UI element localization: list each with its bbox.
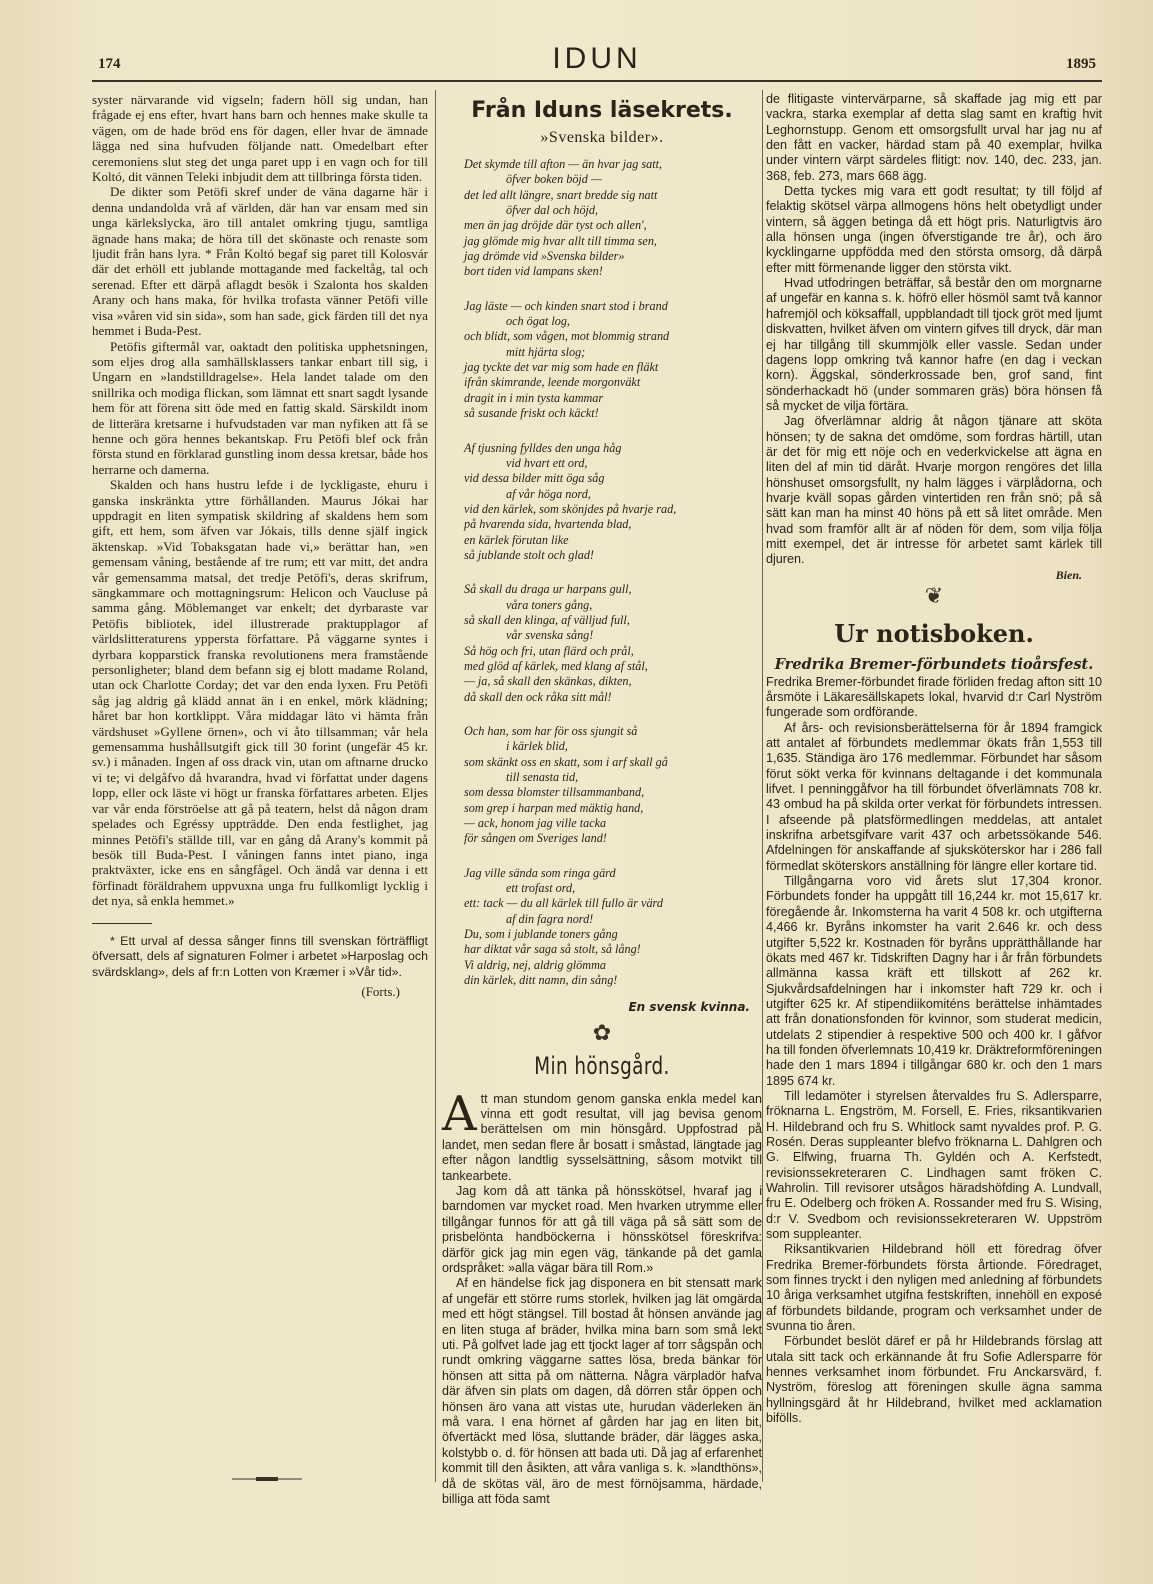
footnote — [92, 934, 428, 981]
masthead-title: IDUN — [552, 42, 642, 75]
poem — [442, 157, 762, 989]
poem-line: som grep i harpan med mäktig hand, — [464, 800, 644, 815]
article-continuation — [766, 92, 1102, 568]
poem-line: på hvarenda sida, hvartenda blad, — [464, 517, 632, 532]
poem-line: Och han, som har för oss sjungit så — [464, 724, 638, 738]
poem-line: jag glömde mig hvar allt till timma sen, — [464, 233, 657, 248]
poem-line: som skänkt oss en skatt, som i arf skall gå — [464, 754, 668, 769]
poem-line: Så hög och fri, utan flärd och prål, — [464, 643, 634, 658]
poem-stanza — [464, 582, 762, 705]
poem-line: så susande friskt och käckt! — [464, 406, 599, 421]
poem-line: som dessa blomster tillsammanband, — [464, 785, 645, 800]
footnote-text: * Ett urval af dessa sånger finns till svenskan förträffligt öfversatt, dels af signaturen Folmer i arbetet »Harposlag och svärdsklang», dels af fr:n Lotten von Kræmer i »Vår tid». — [92, 933, 428, 979]
poem-line: Så skall du draga ur harpans gull, — [464, 582, 632, 597]
poem-line: dragit in i min tysta kammar — [464, 390, 604, 405]
poem-title: »Svenska bilder». — [540, 129, 664, 146]
poem-line: jag tyckte det var mig som hade en fläkt — [464, 360, 659, 375]
paragraph: Af en händelse fick jag disponera en bit stensatt mark af ungefär ett större rums storlek, hvilken jag lät omgärda med ett högt stängsel. Till bostad åt hönsen använde jag en liten stuga af bräder, hvilka mina barn som små lekt uti. På golfvet lade jag ett tjockt lager af torr sågspån och rundt omkring väggarne sattes lösa, breda bänkar för hönsen att sitta på om nätterna. Några värpladör hafva där äfven sin plats om dagen, då dörren står öppen och hönsen äro vana att vistas ute, hurudan väderleken än må vara. I ena hörnet af gården har jag en liten bit, öfvertäckt med lösa, sluttande bräder, där lägges aska, kolstybb o. d. för hönsen att bada uti. Då jag af erfarenhet kommit till den åsikten, att våra vanliga s. k. »landthöns», då de skötas väl, äro de mest förnöjsamma, härdade, billiga att föda samt — [442, 1276, 762, 1507]
paragraph: Fredrika Bremer-förbundet firade förliden fredag afton sitt 10 årsmöte i Läkaresällskapets lokal, hvarvid d:r Carl Nyström fungerade som ordförande. — [766, 674, 1103, 720]
poem-line: mitt hjärta slog; — [506, 344, 586, 359]
paragraph: Skalden och hans hustru lefde i de lyckligaste, ehuru i ganska inskränkta yttre förhållanden. Maurus Jókai har uppdragit en liten sympatisk skildring af skaldens hem som gift, ett hem, som äfven var Jókais, tills denne själf ingick äktenskap. »Vid Tobaksgatan hade vi,» berättar han, »en gemensam våning, bestående af tre rum; ett var mitt, det andra vår gemensamma matsal, det tredje Petöfi's, deras skrifrum, sängkammare och mottagningsrum: Helicon och Vaucluse på samma gång. Möblemanget var enkelt; det dyrbaraste var Petöfis bibliotek, idel illustrerade praktupplagor af världslitteraturens yppersta författare. På väggarne syntes i dyrbara kopparstick franska revolutionens mera framstående personligheter; bland dem befann sig ej blott madame Roland, utan ock Charlotte Corday; det var den enda lyxen. Fru Petöfi såg jag aldrig gå klädd annat än i en enkel, mörk klädning; håret bar hon kortklippt. Våra middagar läto vi hämta från värdshuset »Gyllene örnen», och vi åto tillsamman; vår hela gemensamma hushållsutgift gick till 30 forint (ungefär 45 kr. sv.) i månaden. Ingen af oss drack vin, utan om aftnarne drucko vi te; vi delgåfvo då hvarandra, hvad vi författat under dagens lopp, eller ock läste vi högt ur franska författares arbeten. Eljes var vår enda förströelse att gå på teatern, helst då någon dram spelades och Egréssy uppträdde. Den enda festlighet, jag minnes Petöfi's ställde till, var en gång då Arany's kommit på besök till Buda-Pest. I våningen fanns intet piano, inga praktväxter, icke ens en sångfågel. Och ändå var denna i ett förfinadt föräldrahem uppvuxna unga fru fullkomligt lycklig i det nya, så enkla hemmet.» — [92, 477, 428, 909]
footnote-rule — [92, 923, 152, 924]
column-right — [766, 92, 1102, 1427]
header-rule — [92, 80, 1102, 82]
flourish-ornament-icon: ❦ — [924, 582, 944, 608]
paragraph: syster närvarande vid vigseln; fadern höll sig undan, han frågade ej ens efter, hvart hans barn och hennes make skulle ta vägen, om de hade bröd ens för dagen, eller hvar de ämnade lägga ned sina hufvuden följande natt. Omedelbart efter ceremoniens slut steg det unga paret upp i en vagn och for till Koltó, dit vännen Teleki inbjudit dem att tillbringa första tiden. — [92, 92, 428, 185]
poem-line: — ja, så skall den skänkas, dikten, — [464, 674, 632, 689]
poem-line: vid den kärlek, som skönjdes på hvarje rad, — [464, 501, 677, 516]
article-title: Fredrika Bremer-förbundets tioårsfest. — [774, 655, 1094, 673]
poem-line: ifrån skimrande, leende morgonväkt — [464, 375, 641, 390]
poem-signature: En svensk kvinna. — [628, 999, 750, 1014]
paragraph: Jag öfverlämnar aldrig åt någon tjänare att sköta hönsen; ty de sakna det omdöme, som fordras härtill, utan är det för mig ett nöje och en vederkvickelse att ägna en liten del af min tid däråt. Hvarje morgon rengöres det lilla hönshuset omsorgsfullt, ny halm lägges i värplådorna, och hvarje kväll sopas gården vintertiden ren från snö; på så sätt kan man ha minst 40 höns på ett så litet område. Men hvad som framför allt är af nöden för dem, som vilja följa mitt exempel, det är intresse för arbetet samt kärlek till djuren. — [766, 414, 1102, 567]
paragraph: Af års- och revisionsberättelserna för år 1894 framgick att antalet af förbundets medlemmar ökats från 1,553 till 1,635. Ständiga äro 176 medlemmar. Förbundet har såsom förut sökt verka för kvinnans deltagande i det kommunala lifvet. I penninggåfvor ha till förbundet öfverlämnats 708 kr. 43 ombud ha på skilda orter verkat för förbundets intressen. I afseende på platsförmedlingen meddelas, att antalet inskrifna arbetsgifvare varit 437 och arbetssökande 546. Afdelningen för anskaffande af sjuksköterskor har i 286 fall förmedlat sköterskors anställning för längre eller kortare tid. — [766, 720, 1102, 873]
paragraph: Riksantikvarien Hildebrand höll ett föredrag öfver Fredrika Bremer-förbundets första årtionde. Föredraget, som finnes tryckt i den nyligen med anledning af förbundets 10 åriga verksamhet utgifna festskriften, innehöll en exposé af förbundets bildande, program och verksamhet under de svunna tio åren. — [766, 1242, 1102, 1334]
poem-line: öfver boken böjd — — [506, 172, 602, 187]
poem-line: en kärlek förutan like — [464, 532, 569, 547]
issue-year: 1895 — [1066, 56, 1096, 72]
poem-line: men än jag dröjde där tyst och allen', — [464, 218, 647, 233]
ornament-rule — [232, 1476, 302, 1482]
poem-line: din kärlek, ditt namn, din sång! — [464, 973, 618, 988]
poem-line: Vi aldrig, nej, aldrig glömma — [464, 957, 606, 972]
poem-line: våra toners gång, — [506, 597, 593, 612]
paragraph: De dikter som Petöfi skref under de väna dagarne här i denna undandolda vrå af världen, där han var ensam med sin unga kärlekslycka, äro till antalet omkring tjugu, samtliga ägnade hans maka; de höra till det skönaste och renaste som ljudit från hans lyra. * Från Koltó begaf sig paret till Kolosvár där det erhöll ett jublande mottagande med fackeltåg, tal och serenad. Efter ett därpå aflagdt besök i Szalonta hos skalden Arany och hans maka, för hvilka trofasta vänner Petöfi ville visa »våren vid sin sida», som han sade, gick färden till det nya hemmet i Buda-Pest. — [92, 184, 428, 339]
paragraph: Förbundet beslöt däref er på hr Hildebrands förslag att utala sitt tack och erkännande åt fru Sofie Adlersparre för hennes verksamhet inom förbundet. Fru Anckarsvärd, f. Nyström, föreslog att föreningen skulle ägna samma hyllningsgärd åt hr Hildebrand, hvilket med acklamation bifölls. — [766, 1334, 1102, 1426]
flower-ornament-icon: ✿ — [592, 1019, 612, 1045]
poem-line: vid hvart ett ord, — [506, 455, 588, 470]
poem-line: öfver dal och höjd, — [506, 203, 599, 218]
article-title: Min hönsgård. — [534, 1051, 670, 1080]
poem-stanza — [464, 866, 762, 989]
poem-line: och ögat log, — [506, 314, 570, 329]
poem-line: för sången om Sveriges land! — [464, 831, 607, 846]
poem-line: af din fagra nord! — [506, 911, 594, 926]
paragraph: Detta tyckes mig vara ett godt resultat; ty till följd af felaktig skötsel värpa allmogens höns helt obetydligt under vintern, så äggen betinga då ett högt pris. Naturligtvis äro alla hönsen unga (ingen öfverstigande tre år), och äro kycklingarne uppfödda med den största omsorg, då därpå efter mitt förmenande ligger den största vikt. — [766, 184, 1102, 275]
poem-line: Jag läste — och kinden snart stod i brand — [464, 298, 668, 313]
page-header — [92, 42, 1102, 76]
poem-line: så jublande stolt och glad! — [464, 547, 594, 562]
poem-line: jag drömde vid »Svenska bilder» — [464, 249, 625, 264]
column-middle — [442, 92, 762, 1507]
poem-line: ett trofast ord, — [506, 881, 576, 896]
poem-line: då skall den ock råka sitt mål! — [464, 689, 612, 704]
paragraph: Tillgångarna voro vid årets slut 17,304 kronor. Förbundets fonder ha uppgått till 16,244 kr. mot 15,617 kr. föregående år. Inkomsterna ha varit 4 508 kr. och utgifterna 4,466 kr. Byråns inkomster ha varit 2.646 kr. och dess utgifter 5,522 kr. Kostnaden för byråns upprätthållande har ökats med 467 kr. Tidskriften Dagny har i år från förbundets allmänna kassa kräft ett tillskott af 262 kr. Sjukvårdsafdelningen har i inkomster haft 729 kr. och i utgifter 625 kr. Af stipendiikomiténs berättelse inhämtades att från donationsfonden för kvinnor, som studerat medicin, utdelats 2 stipendier à respektive 500 och 400 kr. I gåfvor ha till fonden öfverlemnats 10,419 kr. Dräktreformföreningen hade den 1 mars 1894 i tillgångar 680 kr. och den 1 mars 1895 674 kr. — [766, 874, 1102, 1088]
poem-line: Jag ville sända som ringa gärd — [464, 865, 616, 880]
column-divider — [435, 90, 436, 1482]
poem-line: Af tjusning fylldes den unga håg — [464, 440, 622, 455]
column-left — [92, 92, 428, 1000]
notis-article — [766, 675, 1102, 1427]
poem-line: bort tiden vid lampans sken! — [464, 264, 603, 279]
poem-line: ett: tack — du all kärlek till fullo är värd — [464, 896, 663, 911]
poem-line: Du, som i jublande toners gång — [464, 927, 618, 942]
article-continuation — [92, 92, 428, 909]
article-body — [442, 1085, 762, 1508]
poem-stanza — [464, 441, 762, 564]
poem-stanza — [464, 299, 762, 422]
column-divider — [762, 90, 763, 1482]
section-title: Ur notisboken. — [834, 618, 1034, 648]
poem-line: af vår höga nord, — [506, 486, 591, 501]
continued-marker: (Forts.) — [361, 984, 400, 1000]
poem-line: — ack, honom jag ville tacka — [464, 816, 607, 831]
poem-line: har diktat vår saga så stolt, så lång! — [464, 942, 641, 957]
poem-line: vid dessa bilder mitt öga såg — [464, 471, 605, 486]
poem-line: och blidt, som vågen, mot blommig strand — [464, 329, 670, 344]
paragraph: Hvad utfodringen beträffar, så består den om morgnarne af ungefär en kanna s. k. höfrö eller hösmöl samt två kannor hafremjöl och köksaffall, uppblandadt till tjock gröt med ljumt diskvatten, hvilket äfven om vintern gifves till dryck, där man ej har tillgång till skummjölk eller vassle. Sedan under dagens lopp omkring två kannor hafre (en dag i veckan korn). Äggskal, sönderkrossade ben, grof sand, fint sönderhackadt hö (under sommaren gräs) böra hönsen få så mycket de vilja förtära. — [766, 276, 1102, 413]
paragraph: Till ledamöter i styrelsen återvaldes fru S. Adlersparre, fröknarna L. Engström, M. Forsell, E. Fries, riksantikvarien H. Hildebrand och fru S. Whitlock samt nyvaldes prof. P. G. Rosén. Deras suppleanter blefvo fröknarna L. Dahlgren och G. Elfwing, fruarna Th. Gyldén och A. Kerfstedt, revisionssekreteraren C. Lindhagen samt fröken C. Wahrolin. Till revisorer utsågos häradshöfding A. Lundvall, fru E. Odelberg och fröken A. Rossander med fru S. Wising, d:r V. Svedbom och revisionssekreteraren W. Uppström som suppleanter. — [766, 1088, 1102, 1242]
section-title: Från Iduns läsekrets. — [471, 98, 733, 123]
poem-stanza — [464, 724, 762, 847]
paragraph: de flitigaste vintervärparne, så skaffade jag mig ett par vackra, starka exemplar af detta slag samt en kraftig hvit Leghornstupp. Genom ett omsorgsfullt urval har jag nu af den fått en vacker, härdad stam på 40 exemplar, hvilka under vintern värpt särdeles flitigt: nov. 140, dec. 233, jan. 368, feb. 273, mars 668 ägg. — [766, 92, 1102, 183]
poem-line: med glöd af kärlek, med klang af stål, — [464, 658, 648, 673]
poem-line: i kärlek blid, — [506, 739, 568, 754]
poem-line: till senasta tid, — [506, 770, 579, 785]
page-number: 174 — [98, 56, 121, 72]
poem-stanza — [464, 157, 762, 280]
paragraph: Jag kom då att tänka på hönsskötsel, hvaraf jag i barndomen var mycket road. Men hvarken utrymme eller tillgångar funnos för att gå till väga på så sätt som de prisbelönta handböckerna i hönsskötsel föreskrifva: därför gick jag min egen väg, tänkande på det gamla ordspråket: »alla vägar bära till Rom.» — [442, 1183, 762, 1275]
paragraph: Petöfis giftermål var, oaktadt den politiska upphetsningen, som eljes drog alla samhällsklassers tankar enbart till sig, i Ungarn en »landstilldragelse». Hela landet talade om den snillrika och modiga flickan, som lämnat ett snart sagdt lysande hem för att förena sitt öde med en fattig skald. Särskildt inom de litterära kretsarne i hufvudstaden var man nyfiken att få se henne och göra hennes bekantskap. Fru Petöfi blef ock från första stund en förklarad gunstling inom dessa kretsar, både hos herrarne och damerna. — [92, 338, 428, 477]
paragraph: tt man stundom genom ganska enkla medel kan vinna ett godt resultat, vill jag bevisa genom berättelsen om min hönsgård. Uppfostrad på landet, men sedan flere år bosatt i småstad, längtade jag efter någon landtlig sysselsättning, såsom motvikt till tankearbete. — [442, 1091, 762, 1183]
poem-line: det led allt längre, snart bredde sig natt — [464, 187, 658, 202]
drop-cap: A — [442, 1085, 477, 1142]
poem-line: Det skymde till afton — än hvar jag satt, — [464, 157, 663, 171]
poem-line: så skall den klinga, af välljud full, — [464, 612, 630, 627]
poem-line: vår svenska sång! — [506, 628, 594, 643]
author-signature: Bien. — [1055, 567, 1082, 582]
